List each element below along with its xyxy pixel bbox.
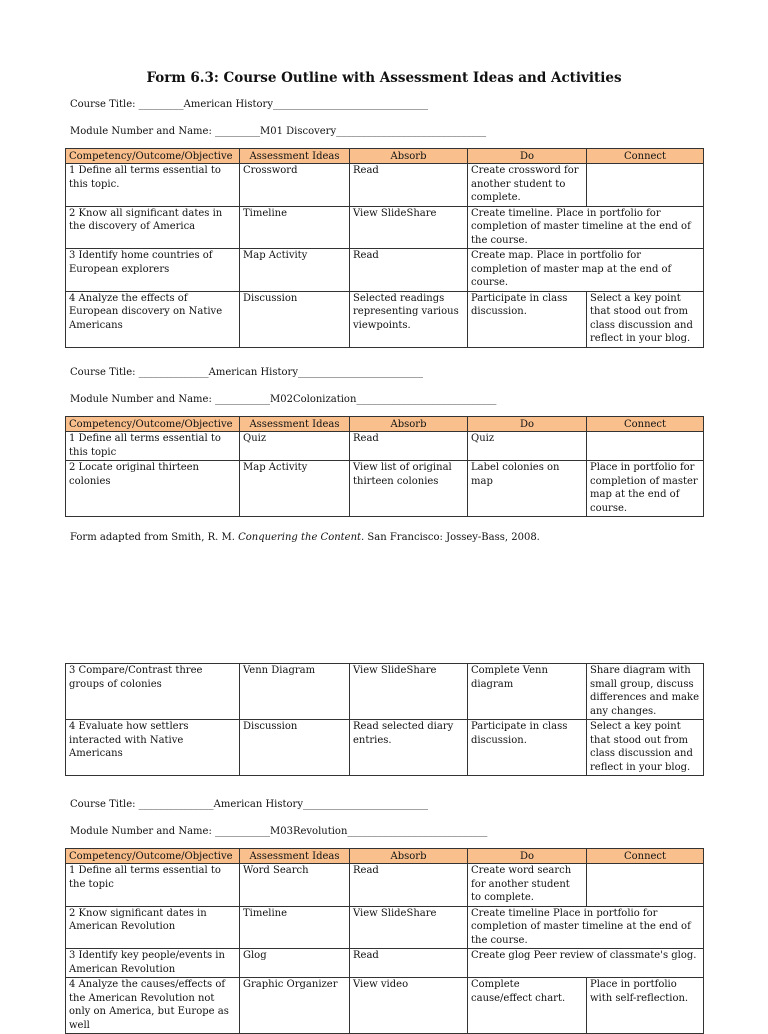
citation: [70, 532, 540, 543]
cell-do: Create timeline. Place in portfolio for completion of master timeline at the end of the course.: [468, 206, 704, 249]
header-absorb: Absorb: [350, 417, 468, 432]
cell-assessment: Graphic Organizer: [240, 978, 350, 1034]
table-row: [66, 906, 704, 949]
citation-suffix: San Francisco: Jossey-Bass, 2008.: [364, 532, 540, 543]
table-row: [66, 864, 704, 907]
cell-objective: 4 Evaluate how settlers interacted with Native Americans: [66, 720, 240, 776]
cell-do: Complete Venn diagram: [468, 664, 587, 720]
cell-do: Create map. Place in portfolio for completion of master map at the end of course.: [468, 249, 704, 292]
header-assessment: Assessment Ideas: [240, 149, 350, 164]
table-row: [66, 164, 704, 207]
citation-book: Conquering the Content.: [238, 532, 365, 543]
cell-absorb: View list of original thirteen colonies: [350, 461, 468, 517]
cell-do: Label colonies on map: [468, 461, 587, 517]
cell-absorb: Read: [350, 164, 468, 207]
cell-do: Create glog Peer review of classmate's glog.: [468, 949, 704, 978]
course-title-line-1: Course Title: _________American History_______________________________: [70, 99, 428, 110]
table-row: [66, 249, 704, 292]
header-objective: Competency/Outcome/Objective: [66, 417, 240, 432]
cell-assessment: Quiz: [240, 432, 350, 461]
cell-objective: 4 Analyze the causes/effects of the American Revolution not only on America, but Europe as well: [66, 978, 240, 1034]
cell-connect: Share diagram with small group, discuss differences and make any changes.: [587, 664, 704, 720]
table-row: [66, 461, 704, 517]
cell-assessment: Timeline: [240, 906, 350, 949]
cell-absorb: Selected readings representing various viewpoints.: [350, 291, 468, 347]
cell-objective: 1 Define all terms essential to the topic: [66, 864, 240, 907]
table-row: [66, 291, 704, 347]
cell-objective: 3 Identify key people/events in American Revolution: [66, 949, 240, 978]
cell-connect: [587, 864, 704, 907]
table-row: [66, 664, 704, 720]
cell-objective: 1 Define all terms essential to this topic: [66, 432, 240, 461]
cell-connect: [587, 164, 704, 207]
cell-connect: [587, 432, 704, 461]
cell-objective: 2 Know all significant dates in the discovery of America: [66, 206, 240, 249]
cell-absorb: View video: [350, 978, 468, 1034]
cell-absorb: View SlideShare: [350, 664, 468, 720]
table-header-row: [66, 417, 704, 432]
module-name-line-1: Module Number and Name: _________M01 Discovery______________________________: [70, 126, 487, 137]
cell-assessment: Timeline: [240, 206, 350, 249]
cell-absorb: View SlideShare: [350, 206, 468, 249]
course-title-line-2: Course Title: ______________American History_________________________: [70, 367, 423, 378]
cell-absorb: Read: [350, 864, 468, 907]
cell-do: Create timeline Place in portfolio for completion of master timeline at the end of the course.: [468, 906, 704, 949]
course-title-line-3: Course Title: _______________American History_________________________: [70, 799, 428, 810]
cell-objective: 4 Analyze the effects of European discovery on Native Americans: [66, 291, 240, 347]
module-name-line-2: Module Number and Name: ___________M02Colonization____________________________: [70, 394, 497, 405]
cell-absorb: View SlideShare: [350, 906, 468, 949]
table-row: [66, 720, 704, 776]
cell-assessment: Map Activity: [240, 249, 350, 292]
cell-assessment: Venn Diagram: [240, 664, 350, 720]
table-module-2: [65, 416, 704, 517]
cell-assessment: Glog: [240, 949, 350, 978]
header-do: Do: [468, 849, 587, 864]
cell-do: Create crossword for another student to complete.: [468, 164, 587, 207]
header-do: Do: [468, 149, 587, 164]
table-row: [66, 949, 704, 978]
table-module-3: [65, 848, 704, 1034]
cell-objective: 3 Identify home countries of European explorers: [66, 249, 240, 292]
cell-do: Create word search for another student to complete.: [468, 864, 587, 907]
cell-objective: 3 Compare/Contrast three groups of colonies: [66, 664, 240, 720]
cell-do: Complete cause/effect chart.: [468, 978, 587, 1034]
table-header-row: [66, 849, 704, 864]
header-absorb: Absorb: [350, 849, 468, 864]
header-connect: Connect: [587, 417, 704, 432]
table-module-1: [65, 148, 704, 348]
cell-assessment: Word Search: [240, 864, 350, 907]
table-header-row: [66, 149, 704, 164]
cell-assessment: Discussion: [240, 291, 350, 347]
citation-prefix: Form adapted from Smith, R. M.: [70, 532, 235, 543]
cell-connect: Place in portfolio for completion of master map at the end of course.: [587, 461, 704, 517]
table-row: [66, 978, 704, 1034]
cell-do: Quiz: [468, 432, 587, 461]
cell-do: Participate in class discussion.: [468, 720, 587, 776]
header-objective: Competency/Outcome/Objective: [66, 849, 240, 864]
cell-objective: 2 Locate original thirteen colonies: [66, 461, 240, 517]
table-row: [66, 206, 704, 249]
cell-objective: 1 Define all terms essential to this topic.: [66, 164, 240, 207]
cell-absorb: Read: [350, 249, 468, 292]
cell-connect: Select a key point that stood out from class discussion and reflect in your blog.: [587, 720, 704, 776]
module-name-line-3: Module Number and Name: ___________M03Revolution____________________________: [70, 826, 488, 837]
cell-assessment: Map Activity: [240, 461, 350, 517]
cell-absorb: Read selected diary entries.: [350, 720, 468, 776]
page-title: Form 6.3: Course Outline with Assessment Ideas and Activities: [146, 70, 622, 86]
cell-assessment: Discussion: [240, 720, 350, 776]
header-assessment: Assessment Ideas: [240, 849, 350, 864]
table-module-2-continued: [65, 663, 704, 776]
table-row: [66, 432, 704, 461]
header-objective: Competency/Outcome/Objective: [66, 149, 240, 164]
header-absorb: Absorb: [350, 149, 468, 164]
cell-do: Participate in class discussion.: [468, 291, 587, 347]
header-do: Do: [468, 417, 587, 432]
cell-assessment: Crossword: [240, 164, 350, 207]
cell-absorb: Read: [350, 949, 468, 978]
header-connect: Connect: [587, 149, 704, 164]
cell-absorb: Read: [350, 432, 468, 461]
header-connect: Connect: [587, 849, 704, 864]
cell-connect: Place in portfolio with self-reflection.: [587, 978, 704, 1034]
header-assessment: Assessment Ideas: [240, 417, 350, 432]
cell-connect: Select a key point that stood out from class discussion and reflect in your blog.: [587, 291, 704, 347]
cell-objective: 2 Know significant dates in American Revolution: [66, 906, 240, 949]
